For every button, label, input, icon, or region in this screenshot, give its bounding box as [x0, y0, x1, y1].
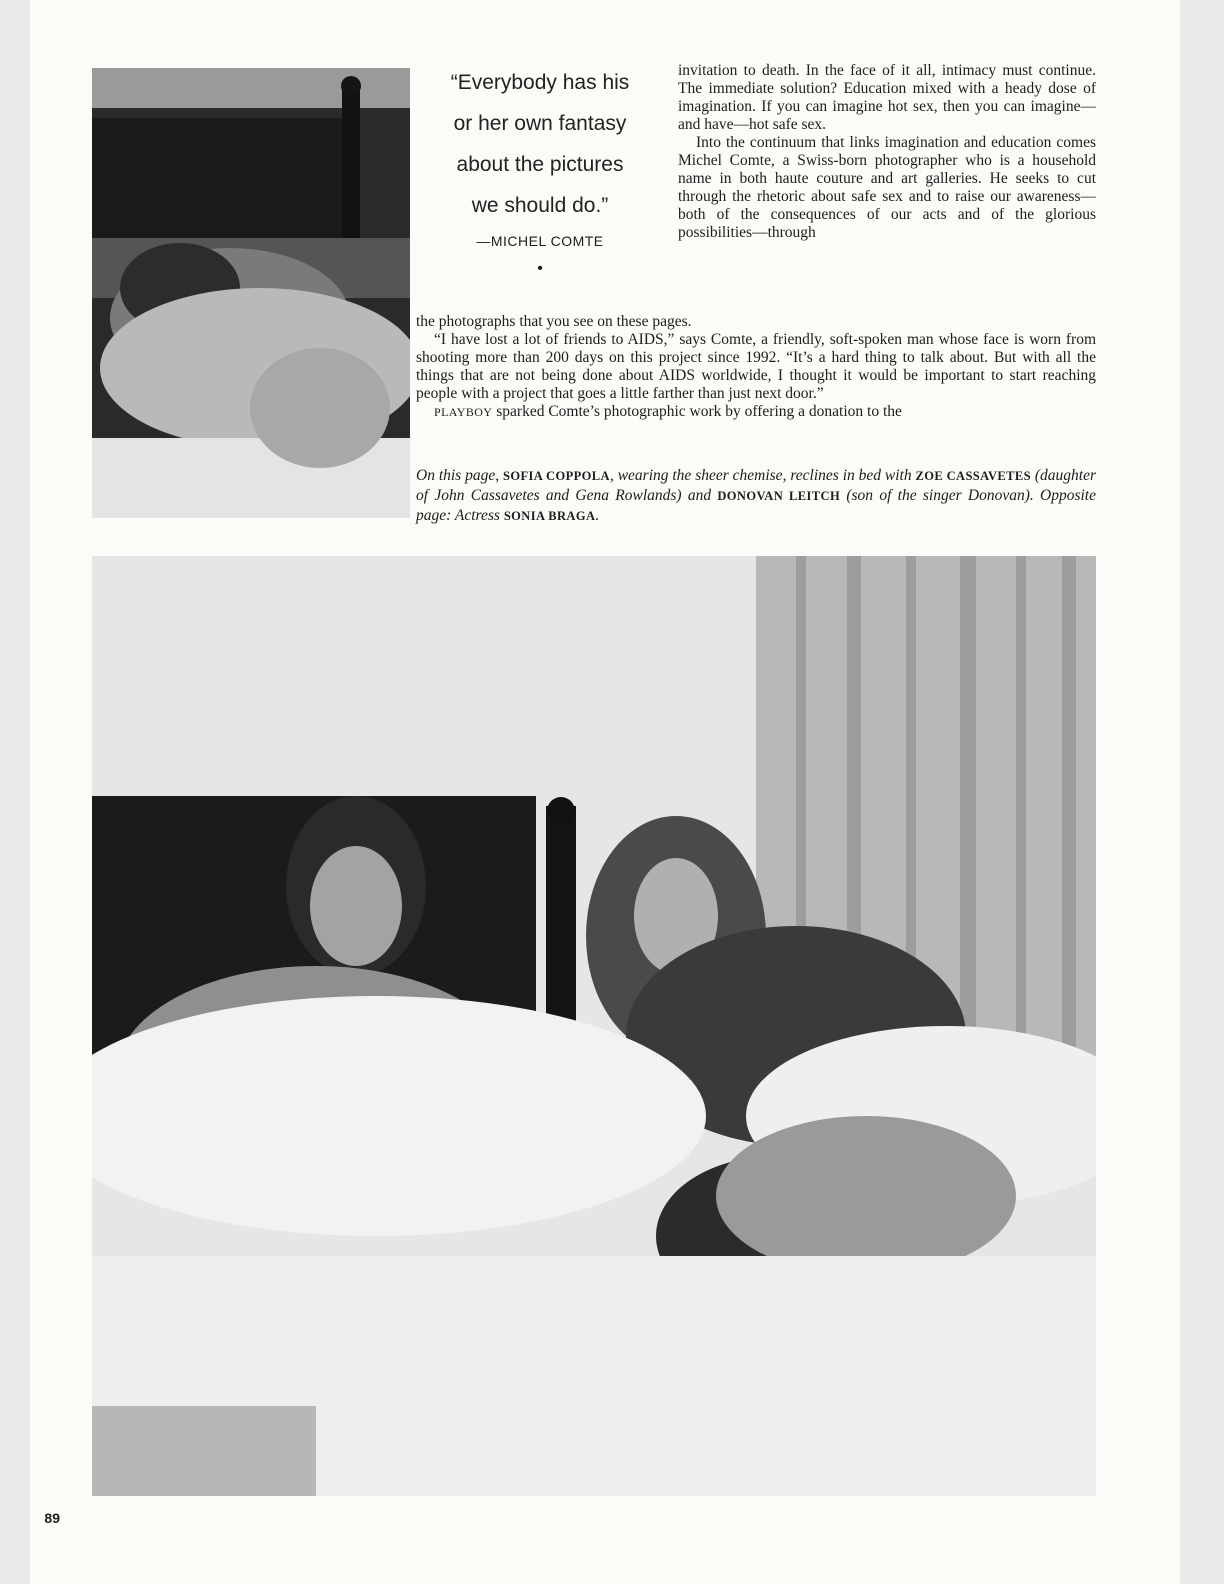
caption-name: DONOVAN LEITCH	[717, 489, 841, 503]
article-body	[416, 313, 1096, 421]
caption-text: (son of the singer Donovan). Opposite page: Actress	[416, 487, 1096, 524]
article-paragraph: the photographs that you see on these pages.	[416, 313, 692, 330]
article-column	[678, 62, 1096, 242]
caption-text: (daughter of John Cassavetes and Gena Rowlands) and	[416, 467, 1096, 504]
bullet-ornament: •	[537, 260, 543, 277]
quote-attribution: —MICHEL COMTE	[476, 233, 604, 249]
pull-quote	[420, 62, 660, 278]
article-paragraph: invitation to death. In the face of it all, intimacy must continue. The immediate solution? Education mixed with a heady dose of imagination. If you can imagine hot sex, then you can imagine—and have—hot safe sex.	[678, 62, 1096, 133]
page-number: 89	[44, 1510, 60, 1526]
main-photograph	[92, 556, 1096, 1496]
article-paragraph: Into the continuum that links imagination and education comes Michel Comte, a Swiss-born photographer who is a household name in both haute couture and art galleries. He seeks to cut through the rhetoric about safe sex and to raise our awareness—both of the consequences of our acts and of the glorious possibilities—through	[678, 134, 1096, 241]
magazine-page	[30, 0, 1180, 1584]
caption-name: SONIA BRAGA	[503, 509, 596, 523]
photo-caption	[416, 466, 1096, 526]
article-paragraph: “I have lost a lot of friends to AIDS,” says Comte, a friendly, soft-spoken man whose face is worn from shooting more than 200 days on this project since 1992. “It’s a hard thing to talk about. But with all the things that are not being done about AIDS worldwide, I thought it would be important to start reaching people with a project that goes a little farther than just next door.”	[416, 331, 1096, 402]
article-paragraph	[416, 403, 1096, 421]
caption-text: On this page,	[416, 467, 503, 484]
caption-text: .	[595, 507, 600, 524]
caption-name: SOFIA COPPOLA	[502, 469, 610, 483]
quote-line: we should do.”	[471, 194, 609, 217]
caption-name: ZOE CASSAVETES	[915, 469, 1031, 483]
quote-line: about the pictures	[456, 153, 624, 176]
playboy-smallcaps: PLAYBOY	[434, 405, 493, 419]
quote-line: or her own fantasy	[453, 112, 627, 135]
quote-line: “Everybody has his	[450, 71, 630, 94]
caption-text: , wearing the sheer chemise, reclines in bed with	[609, 467, 916, 484]
article-paragraph-text: sparked Comte’s photographic work by offering a donation to the	[492, 403, 902, 420]
top-photograph	[92, 68, 410, 518]
